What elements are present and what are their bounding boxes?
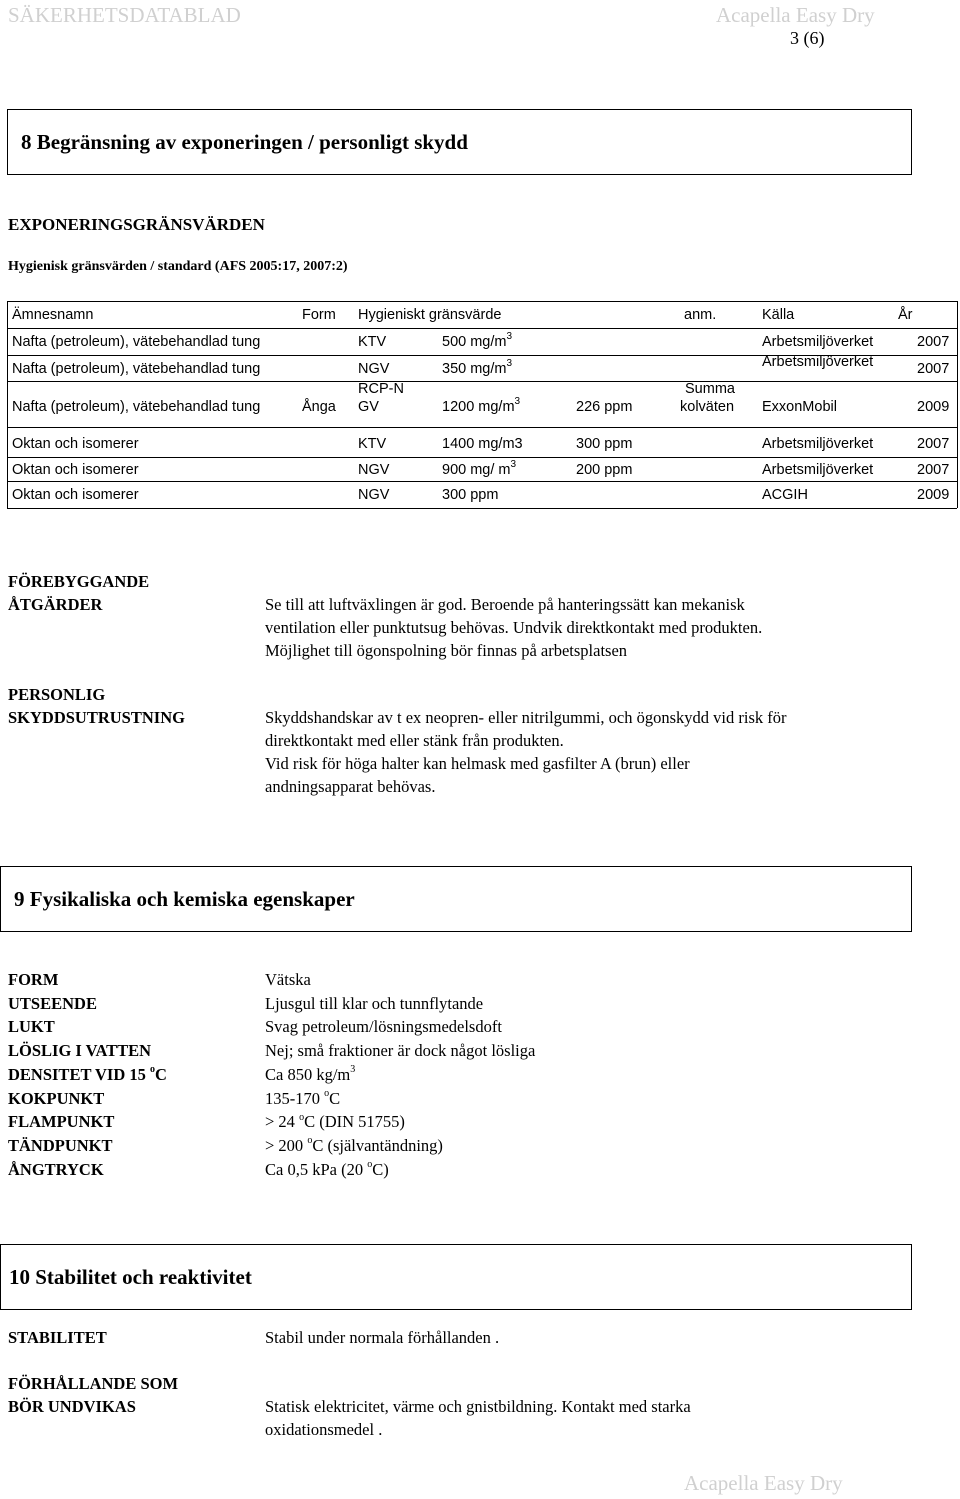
property-label: UTSEENDE [8, 993, 97, 1013]
table-row-name: Oktan och isomerer [12, 462, 139, 478]
table-border [7, 328, 957, 329]
header-source: Källa [762, 307, 795, 323]
table-row-value [442, 396, 521, 416]
property-value [265, 1063, 535, 1087]
stability-label: STABILITET [8, 1328, 107, 1347]
preventive-label [8, 570, 149, 616]
ppe-label-line: SKYDDSUTRUSTNING [8, 708, 185, 727]
table-row-value [442, 459, 517, 479]
table-row-year: 2009 [917, 399, 950, 415]
table-row-ppm: 300 ppm [576, 436, 633, 452]
property-label: LUKT [8, 1017, 55, 1037]
avoid-label [8, 1372, 178, 1418]
table-row-type: KTV [358, 334, 387, 350]
table-row-type: GV [358, 399, 379, 415]
property-value: Svag petroleum/lösningsmedelsdoft [265, 1017, 502, 1037]
value-superscript: 3 [514, 396, 521, 408]
table-border [7, 427, 957, 428]
value-text: Ca 850 kg/m [265, 1064, 351, 1084]
property-label: FLAMPUNKT [8, 1112, 115, 1132]
table-row-name: Nafta (petroleum), vätebehandlad tung [12, 399, 261, 415]
table-row-type: NGV [358, 487, 390, 503]
section-8-header [7, 109, 912, 175]
value-text: C (självantändning) [312, 1135, 443, 1155]
properties-values [265, 968, 535, 1181]
header-note: anm. [684, 307, 717, 323]
exposure-limits-heading: EXPONERINGSGRÄNSVÄRDEN [8, 215, 265, 234]
table-row-name: Nafta (petroleum), vätebehandlad tung [12, 361, 261, 377]
section-8-title: 8 Begränsning av exponeringen / personligt skydd [21, 130, 468, 154]
table-row-name: Oktan och isomerer [12, 436, 139, 452]
value-text: 350 mg/m [442, 361, 507, 377]
property-label: FORM [8, 970, 59, 989]
property-value: Nej; små fraktioner är dock något lösliga [265, 1041, 536, 1061]
table-border [7, 508, 957, 509]
header-limit: Hygieniskt gränsvärde [358, 307, 502, 323]
table-row-type: NGV [358, 462, 390, 478]
table-row-value [442, 358, 513, 378]
table-row-type: NGV [358, 361, 390, 377]
hygiene-standard-label: Hygienisk gränsvärden / standard (AFS 2005:17, 2007:2) [8, 259, 348, 274]
label-text: C [154, 1064, 167, 1084]
value-superscript: 3 [506, 331, 513, 343]
table-row-year: 2007 [917, 334, 950, 350]
table-row-year: 2007 [917, 462, 950, 478]
degree-superscript: o [324, 1088, 330, 1100]
ppe-label-line: PERSONLIG [8, 685, 106, 704]
value-superscript: 3 [506, 358, 513, 370]
property-value [265, 1110, 535, 1134]
property-label: TÄNDPUNKT [8, 1135, 113, 1155]
page-number: 3 (6) [790, 28, 825, 48]
avoid-line: Statisk elektricitet, värme och gnistbildning. Kontakt med starka [265, 1397, 691, 1416]
table-row-source: ACGIH [762, 487, 808, 503]
degree-superscript: o [149, 1064, 155, 1076]
table-border [957, 301, 958, 508]
stability-value: Stabil under normala förhållanden . [265, 1328, 500, 1347]
value-text: C) [372, 1159, 389, 1179]
table-row-ppm: 200 ppm [576, 462, 633, 478]
section-9-title: 9 Fysikaliska och kemiska egenskaper [14, 887, 355, 911]
preventive-line: Se till att luftväxlingen är god. Beroende på hanteringssätt kan mekanisk [265, 595, 745, 614]
table-row-type-top: RCP-N [358, 381, 404, 397]
table-row-name: Nafta (petroleum), vätebehandlad tung [12, 334, 261, 350]
ppe-label [8, 683, 185, 729]
ppe-line: Skyddshandskar av t ex neopren- eller nitrilgummi, och ögonskydd vid risk för [265, 708, 787, 727]
property-value: Vätska [265, 970, 311, 989]
value-text: C [329, 1088, 341, 1108]
table-border [7, 301, 8, 508]
header-form: Form [302, 307, 336, 323]
preventive-line: ventilation eller punktutsug behövas. Undvik direktkontakt med produkten. [265, 618, 763, 637]
table-row-year: 2007 [917, 361, 950, 377]
table-row-note: kolväten [680, 399, 735, 415]
table-border [7, 481, 957, 482]
ppe-line: direktkontakt med eller stänk från produkten. [265, 731, 564, 750]
preventive-label-line: ÅTGÄRDER [8, 595, 103, 614]
table-border [7, 301, 957, 302]
property-value: Ljusgul till klar och tunnflytande [265, 993, 484, 1013]
property-label: LÖSLIG I VATTEN [8, 1041, 152, 1061]
section-10-header [0, 1244, 912, 1310]
header-substance: Ämnesnamn [12, 307, 94, 323]
degree-superscript: o [367, 1159, 373, 1171]
brand-footer: Acapella Easy Dry [684, 1471, 843, 1495]
table-border [7, 381, 957, 382]
section-10-title: 10 Stabilitet och reaktivitet [9, 1265, 252, 1289]
ppe-line: andningsapparat behövas. [265, 777, 436, 796]
value-text: C (DIN 51755) [304, 1112, 405, 1132]
table-border [7, 457, 957, 458]
ppe-text [265, 706, 787, 798]
label-text: DENSITET VID 15 [8, 1064, 150, 1084]
value-superscript: 3 [510, 459, 517, 471]
value-text: 900 mg/ m [442, 462, 511, 478]
brand-header: Acapella Easy Dry [716, 3, 875, 27]
preventive-text [265, 593, 762, 662]
value-text: 1200 mg/m [442, 399, 515, 415]
table-row-name: Oktan och isomerer [12, 487, 139, 503]
table-row-source: Arbetsmiljöverket [762, 354, 874, 370]
table-row-note-top: Summa [685, 381, 735, 397]
table-row-source: Arbetsmiljöverket [762, 436, 874, 452]
preventive-line: Möjlighet till ögonspolning bör finnas på arbetsplatsen [265, 641, 628, 660]
header-year: År [898, 307, 913, 323]
property-value [265, 1087, 535, 1111]
table-row-type: KTV [358, 436, 387, 452]
table-row-source: Arbetsmiljöverket [762, 462, 874, 478]
value-text: 1400 mg/m3 [442, 436, 523, 452]
table-row-value [442, 331, 513, 351]
value-text: > 200 [265, 1135, 308, 1155]
avoid-label-line: FÖRHÅLLANDE SOM [8, 1374, 179, 1393]
property-value [265, 1134, 535, 1158]
preventive-label-line: FÖREBYGGANDE [8, 572, 150, 591]
table-row-form: Ånga [302, 399, 336, 415]
table-row-year: 2009 [917, 487, 950, 503]
degree-superscript: o [307, 1135, 313, 1147]
table-row-value: 300 ppm [442, 487, 499, 503]
table-row-year: 2007 [917, 436, 950, 452]
value-text: 135-170 [265, 1088, 325, 1108]
property-label: ÅNGTRYCK [8, 1159, 104, 1179]
properties-labels [8, 968, 167, 1181]
value-text: Ca 0,5 kPa (20 [265, 1159, 368, 1179]
value-text: 500 mg/m [442, 334, 507, 350]
table-row-source: Arbetsmiljöverket [762, 334, 874, 350]
degree-superscript: o [299, 1111, 305, 1123]
table-row-value [442, 436, 523, 453]
table-row-ppm: 226 ppm [576, 399, 633, 415]
avoid-line: oxidationsmedel . [265, 1420, 383, 1439]
section-9-header [0, 866, 912, 932]
property-label: KOKPUNKT [8, 1088, 105, 1108]
ppe-line: Vid risk för höga halter kan helmask med gasfilter A (brun) eller [265, 754, 690, 773]
value-superscript: 3 [350, 1064, 356, 1076]
value-text: > 24 [265, 1112, 300, 1132]
document-title: SÄKERHETSDATABLAD [8, 3, 241, 27]
property-label [8, 1063, 167, 1087]
avoid-label-line: BÖR UNDVIKAS [8, 1397, 136, 1416]
table-row-source: ExxonMobil [762, 399, 837, 415]
avoid-text [265, 1395, 691, 1441]
property-value [265, 1158, 535, 1182]
